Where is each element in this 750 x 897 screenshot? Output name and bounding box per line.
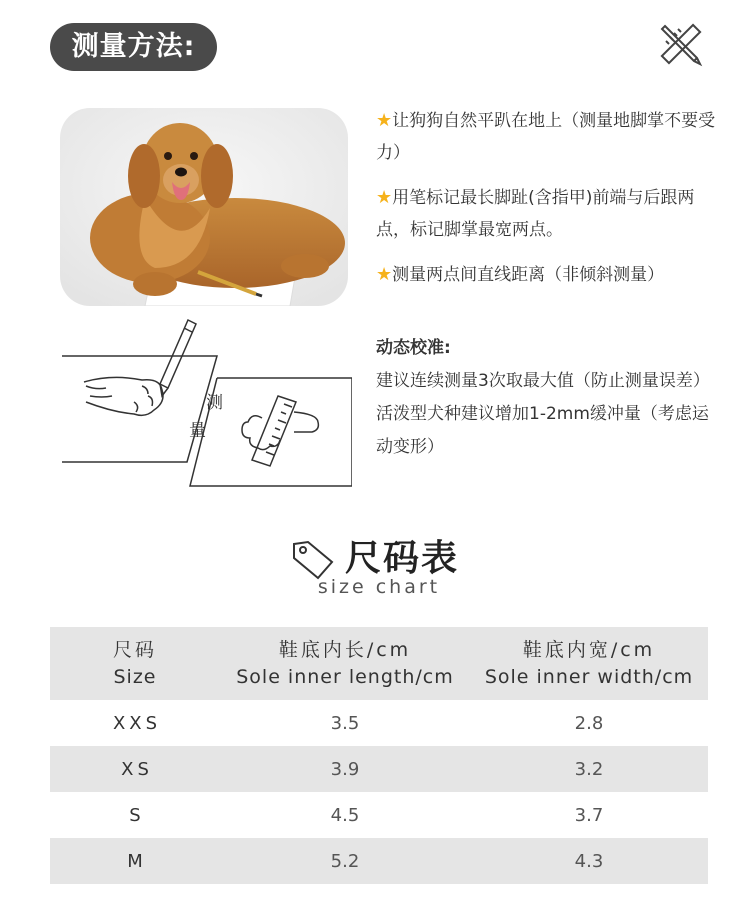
column-header: 鞋底内宽/cm Sole inner width/cm (484, 638, 694, 688)
table-row (50, 838, 708, 884)
column-header: 鞋底内长/cm Sole inner length/cm (236, 638, 454, 688)
calibration-line: 建议连续测量3次取最大值（防止测量误差） (376, 371, 710, 391)
ruler-pencil-icon (657, 20, 705, 68)
length-cell: 3.5 (330, 712, 360, 734)
tip-item (376, 182, 716, 246)
calibration-title: 动态校准: (376, 338, 451, 358)
star-icon: ★ (376, 110, 393, 131)
length-cell: 5.2 (330, 850, 360, 872)
size-chart-title: 尺码表 (345, 538, 460, 579)
width-cell: 3.2 (574, 758, 604, 780)
size-chart-subtitle: size chart (317, 576, 441, 598)
calibration-line: 活泼型犬种建议增加1-2mm缓冲量（考虑运动变形） (376, 404, 709, 457)
tip-text: 测量两点间直线距离（非倾斜测量） (392, 265, 665, 285)
measurement-tips (376, 105, 716, 291)
section-title: 测量方法: (50, 23, 217, 71)
star-icon: ★ (376, 187, 393, 208)
length-cell: 3.9 (330, 758, 360, 780)
table-header (50, 627, 708, 700)
length-cell: 4.5 (330, 804, 360, 826)
star-icon: ★ (376, 264, 393, 285)
calibration-notes (376, 332, 716, 464)
table-row (50, 792, 708, 838)
measure-label-2: 量 (189, 421, 206, 441)
tip-text: 用笔标记最长脚趾(含指甲)前端与后跟两点，标记脚掌最宽两点。 (376, 188, 695, 240)
tip-item (376, 259, 716, 291)
column-header: 尺码 Size (112, 638, 157, 688)
size-cell: S (129, 804, 145, 826)
table-row (50, 700, 708, 746)
size-cell: XXS (112, 712, 162, 734)
width-cell: 3.7 (574, 804, 604, 826)
table-row (50, 746, 708, 792)
measure-label-1: 测 (206, 393, 223, 413)
measurement-illustration (62, 316, 352, 488)
width-cell: 4.3 (574, 850, 604, 872)
dog-photo (60, 108, 348, 306)
size-cell: XS (121, 758, 153, 780)
tip-text: 让狗狗自然平趴在地上（测量地脚掌不要受力） (376, 111, 716, 163)
size-cell: M (127, 850, 147, 872)
tip-item (376, 105, 716, 169)
price-tag-icon (290, 538, 336, 580)
size-table (50, 627, 708, 884)
width-cell: 2.8 (574, 712, 604, 734)
